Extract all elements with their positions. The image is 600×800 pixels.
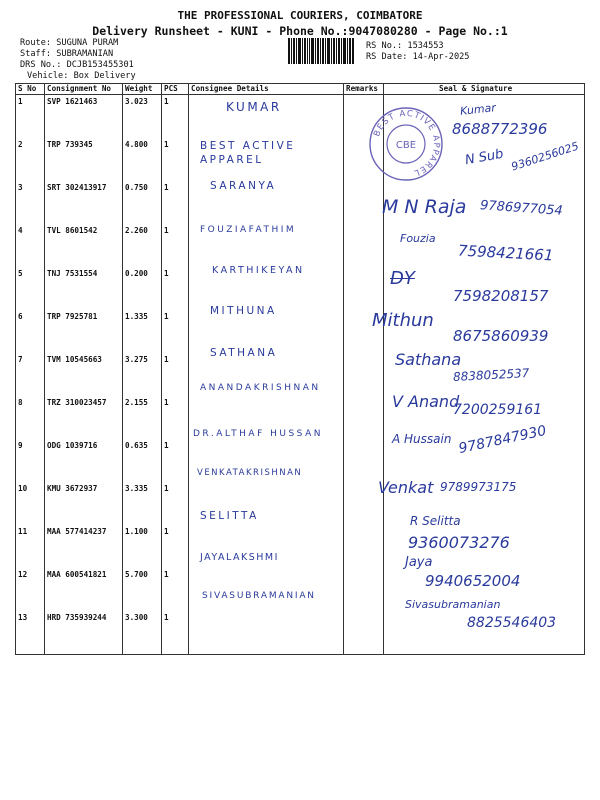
cell-weight: 3.335	[123, 482, 162, 525]
cell-weight: 3.275	[123, 353, 162, 396]
col-consignment: Consignment No	[45, 84, 123, 95]
phone-handwritten: 8688772396	[452, 120, 548, 138]
signature: Fouzia	[400, 232, 436, 245]
cell-consignee-details	[189, 611, 344, 655]
col-remarks: Remarks	[344, 84, 384, 95]
cell-consignment: MAA 600541821	[45, 568, 123, 611]
cell-sno: 11	[16, 525, 45, 568]
signature: Venkat	[378, 478, 434, 497]
phone-handwritten: 7598421661	[457, 241, 554, 265]
cell-pcs: 1	[162, 396, 189, 439]
cell-pcs: 1	[162, 525, 189, 568]
cell-remarks	[344, 568, 384, 611]
rs-number: RS No.: 1534553	[366, 41, 444, 51]
signature: N Sub	[463, 146, 505, 169]
consignee-name: SELITTA	[200, 510, 259, 522]
cell-consignment: TRP 739345	[45, 138, 123, 181]
cell-pcs: 1	[162, 439, 189, 482]
consignee-name: KUMAR	[226, 100, 282, 114]
consignee-name: DR.ALTHAF HUSSAN	[193, 429, 323, 439]
cell-sno: 5	[16, 267, 45, 310]
signature: M N Raja	[382, 196, 467, 218]
signature: R Selitta	[410, 514, 461, 528]
consignee-name: SIVASUBRAMANIAN	[202, 591, 316, 601]
cell-pcs: 1	[162, 95, 189, 139]
phone-handwritten: 9787847930	[457, 422, 548, 458]
cell-weight: 3.300	[123, 611, 162, 655]
phone-handwritten: 8825546403	[467, 615, 557, 631]
staff-label: Staff: SUBRAMANIAN	[20, 49, 114, 59]
col-consignee-details: Consignee Details	[189, 84, 344, 95]
cell-weight: 2.155	[123, 396, 162, 439]
consignee-name: FOUZIAFATHIM	[200, 225, 297, 235]
consignee-name: VENKATAKRISHNAN	[197, 468, 303, 478]
svg-text:CBE: CBE	[395, 140, 417, 151]
cell-sno: 7	[16, 353, 45, 396]
cell-consignment: HRD 735939244	[45, 611, 123, 655]
signature: DY	[390, 268, 415, 289]
cell-sno: 10	[16, 482, 45, 525]
route-label: Route: SUGUNA PURAM	[20, 38, 119, 48]
cell-weight: 4.800	[123, 138, 162, 181]
cell-pcs: 1	[162, 181, 189, 224]
consignee-name: BEST ACTIVE APPAREL	[200, 140, 296, 166]
signature: Sivasubramanian	[405, 598, 501, 611]
col-sno: S No	[16, 84, 45, 95]
cell-consignment: MAA 577414237	[45, 525, 123, 568]
phone-handwritten: 9789973175	[440, 480, 517, 494]
cell-weight: 0.635	[123, 439, 162, 482]
phone-handwritten: 9360073276	[408, 533, 510, 552]
cell-sno: 1	[16, 95, 45, 139]
signature: Mithun	[372, 310, 434, 331]
company-stamp	[368, 106, 444, 182]
cell-consignment: TVM 10545663	[45, 353, 123, 396]
vehicle-label: Vehicle: Box Delivery	[27, 71, 136, 81]
cell-remarks	[344, 353, 384, 396]
cell-consignment: TRP 7925781	[45, 310, 123, 353]
cell-pcs: 1	[162, 568, 189, 611]
cell-sno: 3	[16, 181, 45, 224]
cell-pcs: 1	[162, 310, 189, 353]
cell-consignment: SRT 302413917	[45, 181, 123, 224]
col-seal-signature: Seal & Signature	[384, 84, 585, 95]
cell-weight: 1.100	[123, 525, 162, 568]
phone-handwritten: 7200259161	[453, 402, 543, 418]
phone-handwritten: 9360256025	[509, 139, 581, 174]
rs-date: RS Date: 14-Apr-2025	[366, 52, 470, 62]
cell-remarks	[344, 439, 384, 482]
cell-consignment: TNJ 7531554	[45, 267, 123, 310]
cell-weight: 5.700	[123, 568, 162, 611]
cell-consignment: ODG 1039716	[45, 439, 123, 482]
cell-pcs: 1	[162, 353, 189, 396]
consignee-name: KARTHIKEYAN	[212, 265, 305, 276]
cell-weight: 0.750	[123, 181, 162, 224]
cell-sno: 9	[16, 439, 45, 482]
signature: Sathana	[395, 350, 462, 369]
cell-weight: 2.260	[123, 224, 162, 267]
cell-pcs: 1	[162, 224, 189, 267]
consignee-name: SARANYA	[210, 180, 277, 192]
table-header-row	[16, 84, 585, 95]
cell-remarks	[344, 396, 384, 439]
cell-consignment: KMU 3672937	[45, 482, 123, 525]
barcode-image	[288, 38, 354, 64]
cell-pcs: 1	[162, 138, 189, 181]
cell-weight: 1.335	[123, 310, 162, 353]
phone-handwritten: 8838052537	[452, 366, 530, 384]
svg-text:BEST ACTIVE APPAREL: BEST ACTIVE APPAREL	[372, 108, 442, 178]
phone-handwritten: 9940652004	[425, 572, 521, 590]
cell-weight: 3.023	[123, 95, 162, 139]
cell-sno: 8	[16, 396, 45, 439]
cell-consignment: TRZ 310023457	[45, 396, 123, 439]
signature: Kumar	[459, 101, 497, 118]
consignee-name: MITHUNA	[210, 305, 277, 317]
cell-pcs: 1	[162, 267, 189, 310]
phone-handwritten: 9786977054	[479, 198, 564, 219]
cell-sno: 4	[16, 224, 45, 267]
runsheet-subtitle: Delivery Runsheet - KUNI - Phone No.:9047080280 - Page No.:1	[92, 24, 508, 38]
cell-remarks	[344, 181, 384, 224]
col-weight: Weight	[123, 84, 162, 95]
cell-remarks	[344, 267, 384, 310]
signature: Jaya	[405, 555, 433, 570]
phone-handwritten: 8675860939	[453, 327, 549, 345]
company-title: THE PROFESSIONAL COURIERS, COIMBATORE	[177, 9, 423, 22]
cell-sno: 12	[16, 568, 45, 611]
cell-pcs: 1	[162, 482, 189, 525]
cell-consignment: TVL 8601542	[45, 224, 123, 267]
cell-remarks	[344, 611, 384, 655]
cell-weight: 0.200	[123, 267, 162, 310]
consignee-name: ANANDAKRISHNAN	[200, 383, 321, 393]
cell-remarks	[344, 224, 384, 267]
signature: A Hussain	[392, 432, 452, 446]
col-pcs: PCS	[162, 84, 189, 95]
cell-sno: 2	[16, 138, 45, 181]
cell-remarks	[344, 525, 384, 568]
cell-sno: 13	[16, 611, 45, 655]
cell-consignee-details	[189, 568, 344, 611]
cell-sno: 6	[16, 310, 45, 353]
consignee-name: JAYALAKSHMI	[200, 552, 279, 563]
consignee-name: SATHANA	[210, 347, 278, 359]
drs-number: DRS No.: DCJB153455301	[20, 60, 134, 70]
cell-pcs: 1	[162, 611, 189, 655]
signature: V Anand	[392, 392, 460, 411]
cell-consignment: SVP 1621463	[45, 95, 123, 139]
phone-handwritten: 7598208157	[453, 287, 549, 305]
